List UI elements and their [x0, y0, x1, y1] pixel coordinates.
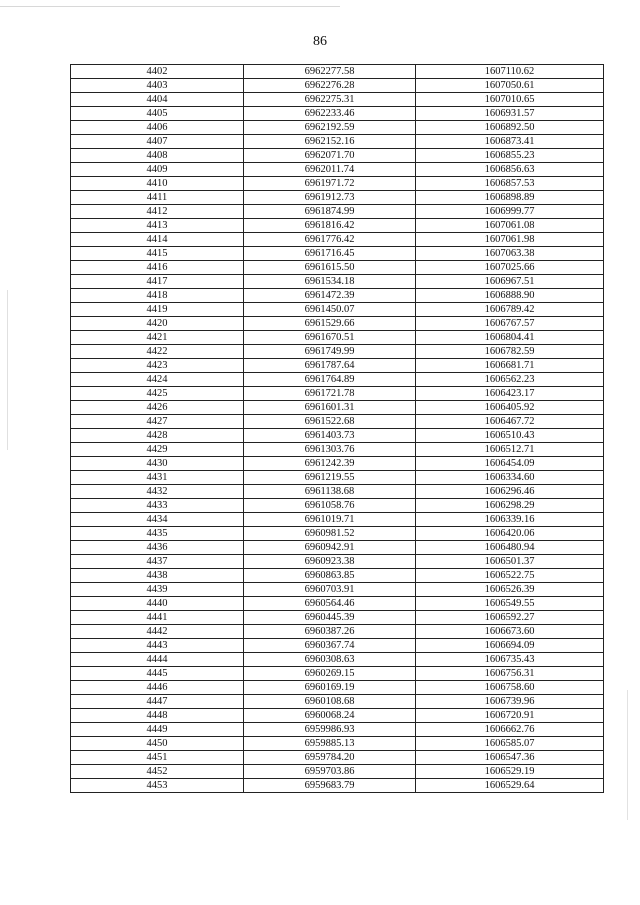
- x-coordinate-cell: 6960169.19: [244, 681, 416, 695]
- x-coordinate-cell: 6960564.46: [244, 597, 416, 611]
- table-row: [71, 373, 604, 387]
- y-coordinate-cell: 1606339.16: [416, 513, 604, 527]
- y-coordinate-cell: 1606767.57: [416, 317, 604, 331]
- table-row: [71, 499, 604, 513]
- table-row: [71, 205, 604, 219]
- table-row: [71, 79, 604, 93]
- x-coordinate-cell: 6960445.39: [244, 611, 416, 625]
- point-number-cell: 4416: [71, 261, 244, 275]
- x-coordinate-cell: 6961912.73: [244, 191, 416, 205]
- point-number-cell: 4439: [71, 583, 244, 597]
- table-row: [71, 93, 604, 107]
- y-coordinate-cell: 1606735.43: [416, 653, 604, 667]
- x-coordinate-cell: 6961019.71: [244, 513, 416, 527]
- x-coordinate-cell: 6959986.93: [244, 723, 416, 737]
- point-number-cell: 4411: [71, 191, 244, 205]
- point-number-cell: 4451: [71, 751, 244, 765]
- point-number-cell: 4434: [71, 513, 244, 527]
- table-row: [71, 653, 604, 667]
- table-row: [71, 233, 604, 247]
- x-coordinate-cell: 6961721.78: [244, 387, 416, 401]
- table-row: [71, 625, 604, 639]
- point-number-cell: 4403: [71, 79, 244, 93]
- x-coordinate-cell: 6960981.52: [244, 527, 416, 541]
- x-coordinate-cell: 6962275.31: [244, 93, 416, 107]
- point-number-cell: 4422: [71, 345, 244, 359]
- table-row: [71, 583, 604, 597]
- x-coordinate-cell: 6961764.89: [244, 373, 416, 387]
- y-coordinate-cell: 1606562.23: [416, 373, 604, 387]
- table-row: [71, 639, 604, 653]
- table-row: [71, 289, 604, 303]
- point-number-cell: 4426: [71, 401, 244, 415]
- table-row: [71, 401, 604, 415]
- y-coordinate-cell: 1606522.75: [416, 569, 604, 583]
- table-row: [71, 191, 604, 205]
- y-coordinate-cell: 1606898.89: [416, 191, 604, 205]
- x-coordinate-cell: 6961601.31: [244, 401, 416, 415]
- x-coordinate-cell: 6962011.74: [244, 163, 416, 177]
- point-number-cell: 4449: [71, 723, 244, 737]
- scan-edge-mark-right: [627, 690, 628, 820]
- table-row: [71, 611, 604, 625]
- table-row: [71, 107, 604, 121]
- x-coordinate-cell: 6959885.13: [244, 737, 416, 751]
- point-number-cell: 4418: [71, 289, 244, 303]
- y-coordinate-cell: 1606720.91: [416, 709, 604, 723]
- point-number-cell: 4440: [71, 597, 244, 611]
- point-number-cell: 4414: [71, 233, 244, 247]
- x-coordinate-cell: 6961716.45: [244, 247, 416, 261]
- y-coordinate-cell: 1607061.08: [416, 219, 604, 233]
- y-coordinate-cell: 1607010.65: [416, 93, 604, 107]
- point-number-cell: 4444: [71, 653, 244, 667]
- y-coordinate-cell: 1606405.92: [416, 401, 604, 415]
- x-coordinate-cell: 6961776.42: [244, 233, 416, 247]
- point-number-cell: 4435: [71, 527, 244, 541]
- x-coordinate-cell: 6959784.20: [244, 751, 416, 765]
- point-number-cell: 4443: [71, 639, 244, 653]
- table-row: [71, 695, 604, 709]
- y-coordinate-cell: 1607063.38: [416, 247, 604, 261]
- table-row: [71, 429, 604, 443]
- y-coordinate-cell: 1606855.23: [416, 149, 604, 163]
- point-number-cell: 4433: [71, 499, 244, 513]
- table-row: [71, 121, 604, 135]
- point-number-cell: 4415: [71, 247, 244, 261]
- point-number-cell: 4420: [71, 317, 244, 331]
- table-row: [71, 387, 604, 401]
- top-edge-rule: [0, 6, 340, 7]
- point-number-cell: 4445: [71, 667, 244, 681]
- x-coordinate-cell: 6960269.15: [244, 667, 416, 681]
- table-row: [71, 359, 604, 373]
- x-coordinate-cell: 6960923.38: [244, 555, 416, 569]
- table-row: [71, 219, 604, 233]
- table-row: [71, 485, 604, 499]
- table-row: [71, 569, 604, 583]
- table-row: [71, 457, 604, 471]
- y-coordinate-cell: 1606454.09: [416, 457, 604, 471]
- x-coordinate-cell: 6962277.58: [244, 65, 416, 79]
- table-row: [71, 303, 604, 317]
- table-row: [71, 163, 604, 177]
- y-coordinate-cell: 1606888.90: [416, 289, 604, 303]
- point-number-cell: 4429: [71, 443, 244, 457]
- y-coordinate-cell: 1607110.62: [416, 65, 604, 79]
- table-row: [71, 681, 604, 695]
- y-coordinate-cell: 1606529.19: [416, 765, 604, 779]
- x-coordinate-cell: 6960703.91: [244, 583, 416, 597]
- y-coordinate-cell: 1606789.42: [416, 303, 604, 317]
- table-row: [71, 737, 604, 751]
- table-row: [71, 751, 604, 765]
- table-row: [71, 597, 604, 611]
- y-coordinate-cell: 1607061.98: [416, 233, 604, 247]
- x-coordinate-cell: 6961303.76: [244, 443, 416, 457]
- table-row: [71, 331, 604, 345]
- point-number-cell: 4421: [71, 331, 244, 345]
- x-coordinate-cell: 6962276.28: [244, 79, 416, 93]
- point-number-cell: 4441: [71, 611, 244, 625]
- y-coordinate-cell: 1606931.57: [416, 107, 604, 121]
- y-coordinate-cell: 1606857.53: [416, 177, 604, 191]
- point-number-cell: 4427: [71, 415, 244, 429]
- y-coordinate-cell: 1606739.96: [416, 695, 604, 709]
- point-number-cell: 4452: [71, 765, 244, 779]
- x-coordinate-cell: 6961529.66: [244, 317, 416, 331]
- table-row: [71, 261, 604, 275]
- x-coordinate-cell: 6959703.86: [244, 765, 416, 779]
- point-number-cell: 4442: [71, 625, 244, 639]
- table-row: [71, 317, 604, 331]
- table-row: [71, 443, 604, 457]
- y-coordinate-cell: 1606526.39: [416, 583, 604, 597]
- point-number-cell: 4447: [71, 695, 244, 709]
- point-number-cell: 4431: [71, 471, 244, 485]
- x-coordinate-cell: 6961670.51: [244, 331, 416, 345]
- y-coordinate-cell: 1606782.59: [416, 345, 604, 359]
- table-row: [71, 779, 604, 793]
- y-coordinate-cell: 1607025.66: [416, 261, 604, 275]
- point-number-cell: 4432: [71, 485, 244, 499]
- table-row: [71, 513, 604, 527]
- page-number: 86: [313, 34, 327, 49]
- y-coordinate-cell: 1607050.61: [416, 79, 604, 93]
- table-row: [71, 541, 604, 555]
- point-number-cell: 4410: [71, 177, 244, 191]
- x-coordinate-cell: 6960068.24: [244, 709, 416, 723]
- point-number-cell: 4409: [71, 163, 244, 177]
- table-row: [71, 709, 604, 723]
- scan-edge-mark-left: [7, 290, 8, 450]
- point-number-cell: 4450: [71, 737, 244, 751]
- y-coordinate-cell: 1606423.17: [416, 387, 604, 401]
- x-coordinate-cell: 6961138.68: [244, 485, 416, 499]
- y-coordinate-cell: 1606673.60: [416, 625, 604, 639]
- point-number-cell: 4448: [71, 709, 244, 723]
- x-coordinate-cell: 6961874.99: [244, 205, 416, 219]
- point-number-cell: 4406: [71, 121, 244, 135]
- coordinates-table: [70, 64, 604, 793]
- table-row: [71, 765, 604, 779]
- point-number-cell: 4405: [71, 107, 244, 121]
- x-coordinate-cell: 6962152.16: [244, 135, 416, 149]
- x-coordinate-cell: 6961450.07: [244, 303, 416, 317]
- x-coordinate-cell: 6961787.64: [244, 359, 416, 373]
- y-coordinate-cell: 1606892.50: [416, 121, 604, 135]
- x-coordinate-cell: 6961971.72: [244, 177, 416, 191]
- y-coordinate-cell: 1606662.76: [416, 723, 604, 737]
- point-number-cell: 4453: [71, 779, 244, 793]
- y-coordinate-cell: 1606549.55: [416, 597, 604, 611]
- table-row: [71, 135, 604, 149]
- y-coordinate-cell: 1606334.60: [416, 471, 604, 485]
- point-number-cell: 4404: [71, 93, 244, 107]
- y-coordinate-cell: 1606592.27: [416, 611, 604, 625]
- y-coordinate-cell: 1606681.71: [416, 359, 604, 373]
- x-coordinate-cell: 6962233.46: [244, 107, 416, 121]
- y-coordinate-cell: 1606758.60: [416, 681, 604, 695]
- y-coordinate-cell: 1606856.63: [416, 163, 604, 177]
- x-coordinate-cell: 6960108.68: [244, 695, 416, 709]
- point-number-cell: 4402: [71, 65, 244, 79]
- point-number-cell: 4436: [71, 541, 244, 555]
- table-row: [71, 415, 604, 429]
- y-coordinate-cell: 1606512.71: [416, 443, 604, 457]
- table-row: [71, 527, 604, 541]
- table-row: [71, 667, 604, 681]
- table-row: [71, 275, 604, 289]
- x-coordinate-cell: 6961403.73: [244, 429, 416, 443]
- point-number-cell: 4417: [71, 275, 244, 289]
- point-number-cell: 4412: [71, 205, 244, 219]
- point-number-cell: 4413: [71, 219, 244, 233]
- table-row: [71, 345, 604, 359]
- point-number-cell: 4419: [71, 303, 244, 317]
- x-coordinate-cell: 6961472.39: [244, 289, 416, 303]
- y-coordinate-cell: 1606694.09: [416, 639, 604, 653]
- y-coordinate-cell: 1606967.51: [416, 275, 604, 289]
- x-coordinate-cell: 6961242.39: [244, 457, 416, 471]
- y-coordinate-cell: 1606547.36: [416, 751, 604, 765]
- table-row: [71, 149, 604, 163]
- point-number-cell: 4438: [71, 569, 244, 583]
- y-coordinate-cell: 1606756.31: [416, 667, 604, 681]
- y-coordinate-cell: 1606501.37: [416, 555, 604, 569]
- x-coordinate-cell: 6961219.55: [244, 471, 416, 485]
- table-row: [71, 247, 604, 261]
- point-number-cell: 4428: [71, 429, 244, 443]
- table-row: [71, 65, 604, 79]
- y-coordinate-cell: 1606873.41: [416, 135, 604, 149]
- x-coordinate-cell: 6960367.74: [244, 639, 416, 653]
- x-coordinate-cell: 6961058.76: [244, 499, 416, 513]
- point-number-cell: 4437: [71, 555, 244, 569]
- x-coordinate-cell: 6961534.18: [244, 275, 416, 289]
- point-number-cell: 4423: [71, 359, 244, 373]
- y-coordinate-cell: 1606804.41: [416, 331, 604, 345]
- y-coordinate-cell: 1606510.43: [416, 429, 604, 443]
- coordinates-table-body: [71, 65, 604, 793]
- table-row: [71, 471, 604, 485]
- x-coordinate-cell: 6961615.50: [244, 261, 416, 275]
- table-row: [71, 177, 604, 191]
- point-number-cell: 4424: [71, 373, 244, 387]
- y-coordinate-cell: 1606298.29: [416, 499, 604, 513]
- y-coordinate-cell: 1606420.06: [416, 527, 604, 541]
- y-coordinate-cell: 1606480.94: [416, 541, 604, 555]
- y-coordinate-cell: 1606296.46: [416, 485, 604, 499]
- y-coordinate-cell: 1606467.72: [416, 415, 604, 429]
- table-row: [71, 555, 604, 569]
- point-number-cell: 4408: [71, 149, 244, 163]
- x-coordinate-cell: 6960942.91: [244, 541, 416, 555]
- table-row: [71, 723, 604, 737]
- x-coordinate-cell: 6960863.85: [244, 569, 416, 583]
- y-coordinate-cell: 1606999.77: [416, 205, 604, 219]
- x-coordinate-cell: 6961522.68: [244, 415, 416, 429]
- x-coordinate-cell: 6962071.70: [244, 149, 416, 163]
- point-number-cell: 4430: [71, 457, 244, 471]
- point-number-cell: 4446: [71, 681, 244, 695]
- x-coordinate-cell: 6962192.59: [244, 121, 416, 135]
- x-coordinate-cell: 6960387.26: [244, 625, 416, 639]
- x-coordinate-cell: 6959683.79: [244, 779, 416, 793]
- x-coordinate-cell: 6961749.99: [244, 345, 416, 359]
- x-coordinate-cell: 6960308.63: [244, 653, 416, 667]
- y-coordinate-cell: 1606529.64: [416, 779, 604, 793]
- point-number-cell: 4425: [71, 387, 244, 401]
- x-coordinate-cell: 6961816.42: [244, 219, 416, 233]
- point-number-cell: 4407: [71, 135, 244, 149]
- y-coordinate-cell: 1606585.07: [416, 737, 604, 751]
